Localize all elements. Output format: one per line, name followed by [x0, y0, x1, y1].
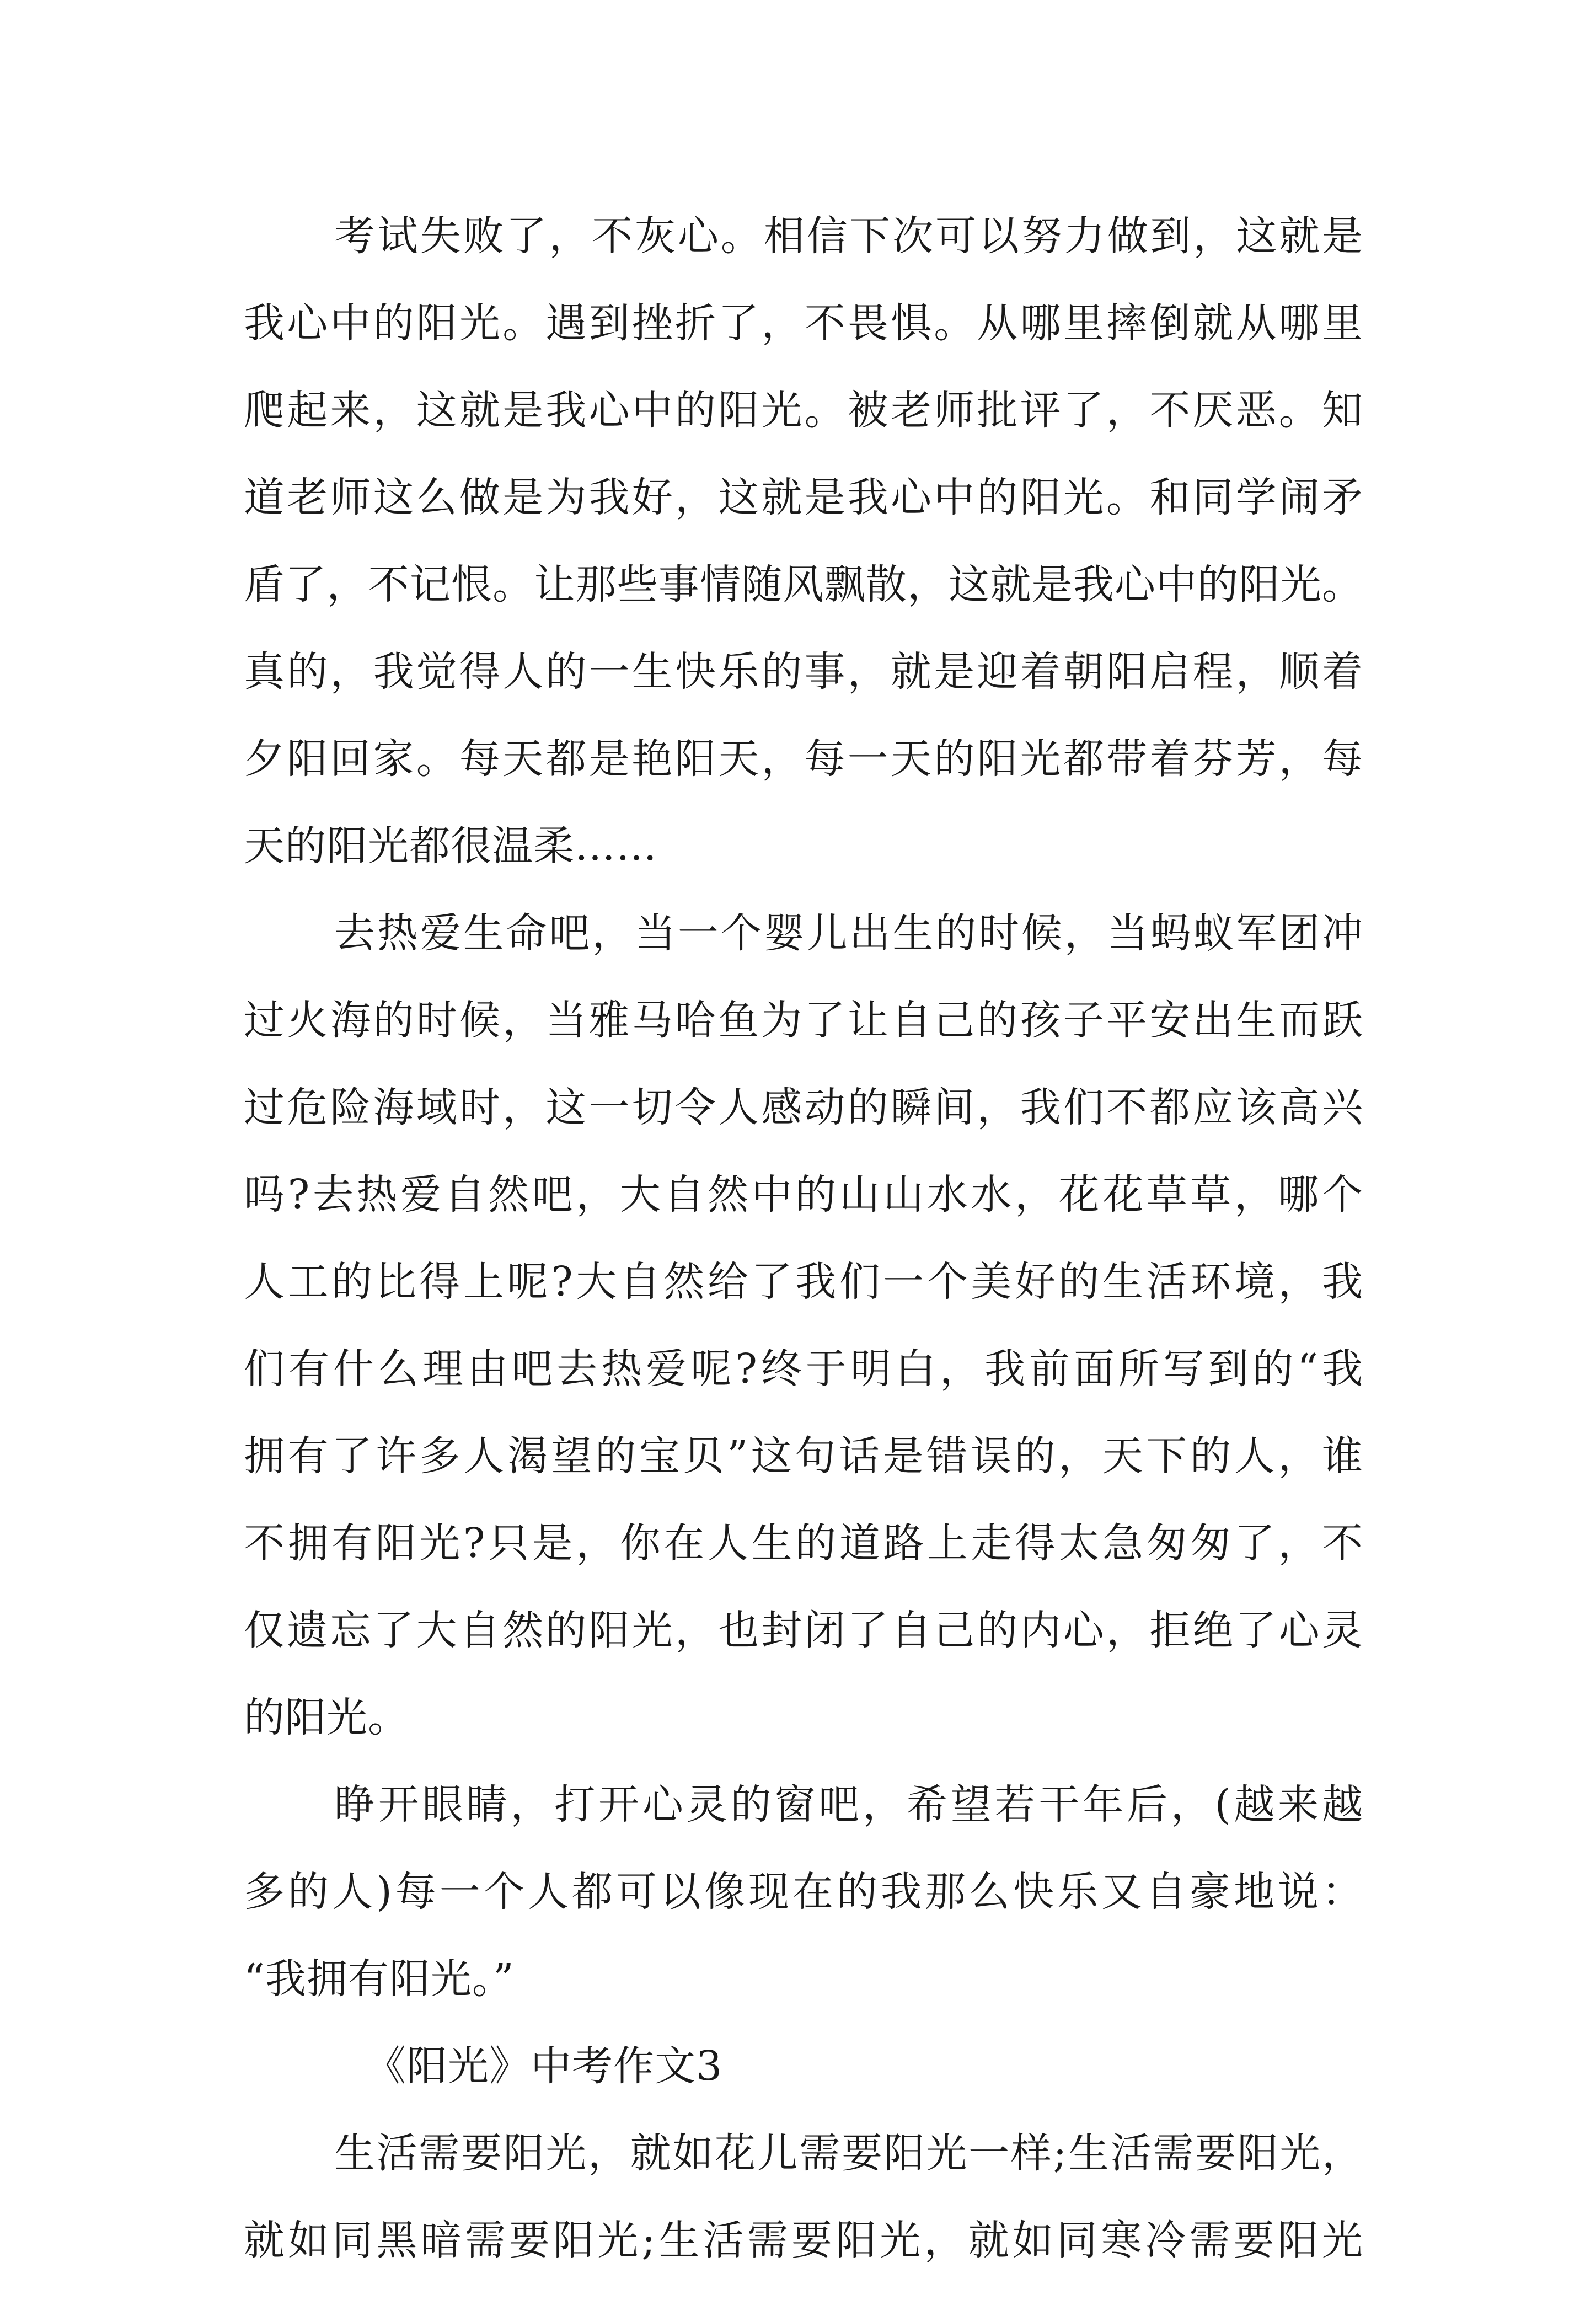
text-line: 真的，我觉得人的一生快乐的事，就是迎着朝阳启程，顺着	[244, 648, 1363, 696]
text-line: 们有什么理由吧去热爱呢?终于明白，我前面所写到的“我	[244, 1345, 1363, 1393]
section-heading: 《阳光》中考作文3	[365, 2042, 723, 2090]
text-line: 生活需要阳光，就如花儿需要阳光一样;生活需要阳光，	[334, 2130, 1363, 2177]
text-line: 仅遗忘了大自然的阳光，也封闭了自己的内心，拒绝了心灵	[244, 1607, 1363, 1654]
text-line: 过火海的时候，当雅马哈鱼为了让自己的孩子平安出生而跃	[244, 997, 1363, 1044]
text-line: “我拥有阳光。”	[244, 1955, 515, 2003]
text-line: 道老师这么做是为我好，这就是我心中的阳光。和同学闹矛	[244, 474, 1363, 521]
text-line: 我心中的阳光。遇到挫折了，不畏惧。从哪里摔倒就从哪里	[244, 299, 1363, 347]
text-line: 人工的比得上呢?大自然给了我们一个美好的生活环境，我	[244, 1258, 1363, 1306]
text-line: 天的阳光都很温柔……	[244, 822, 657, 870]
text-line: 吗?去热爱自然吧，大自然中的山山水水，花花草草，哪个	[244, 1171, 1363, 1218]
text-line: 过危险海域时，这一切令人感动的瞬间，我们不都应该高兴	[244, 1084, 1363, 1131]
text-line: 的阳光。	[244, 1694, 409, 1741]
text-line: 去热爱生命吧，当一个婴儿出生的时候，当蚂蚁军团冲	[334, 910, 1363, 957]
text-line: 拥有了许多人渴望的宝贝”这句话是错误的，天下的人，谁	[244, 1432, 1363, 1480]
text-line: 夕阳回家。每天都是艳阳天，每一天的阳光都带着芬芳，每	[244, 735, 1363, 783]
text-line: 爬起来，这就是我心中的阳光。被老师批评了，不厌恶。知	[244, 387, 1363, 434]
text-line: 考试失败了，不灰心。相信下次可以努力做到，这就是	[334, 212, 1363, 260]
text-line: 就如同黑暗需要阳光;生活需要阳光，就如同寒冷需要阳光	[244, 2217, 1363, 2264]
document-page	[244, 208, 1363, 2300]
text-line: 不拥有阳光?只是，你在人生的道路上走得太急匆匆了，不	[244, 1520, 1363, 1567]
text-line: 盾了，不记恨。让那些事情随风飘散，这就是我心中的阳光。	[244, 561, 1363, 608]
text-line: 睁开眼睛，打开心灵的窗吧，希望若干年后，(越来越	[334, 1781, 1363, 1828]
text-line: 多的人)每一个人都可以像现在的我那么快乐又自豪地说：	[244, 1868, 1363, 1916]
